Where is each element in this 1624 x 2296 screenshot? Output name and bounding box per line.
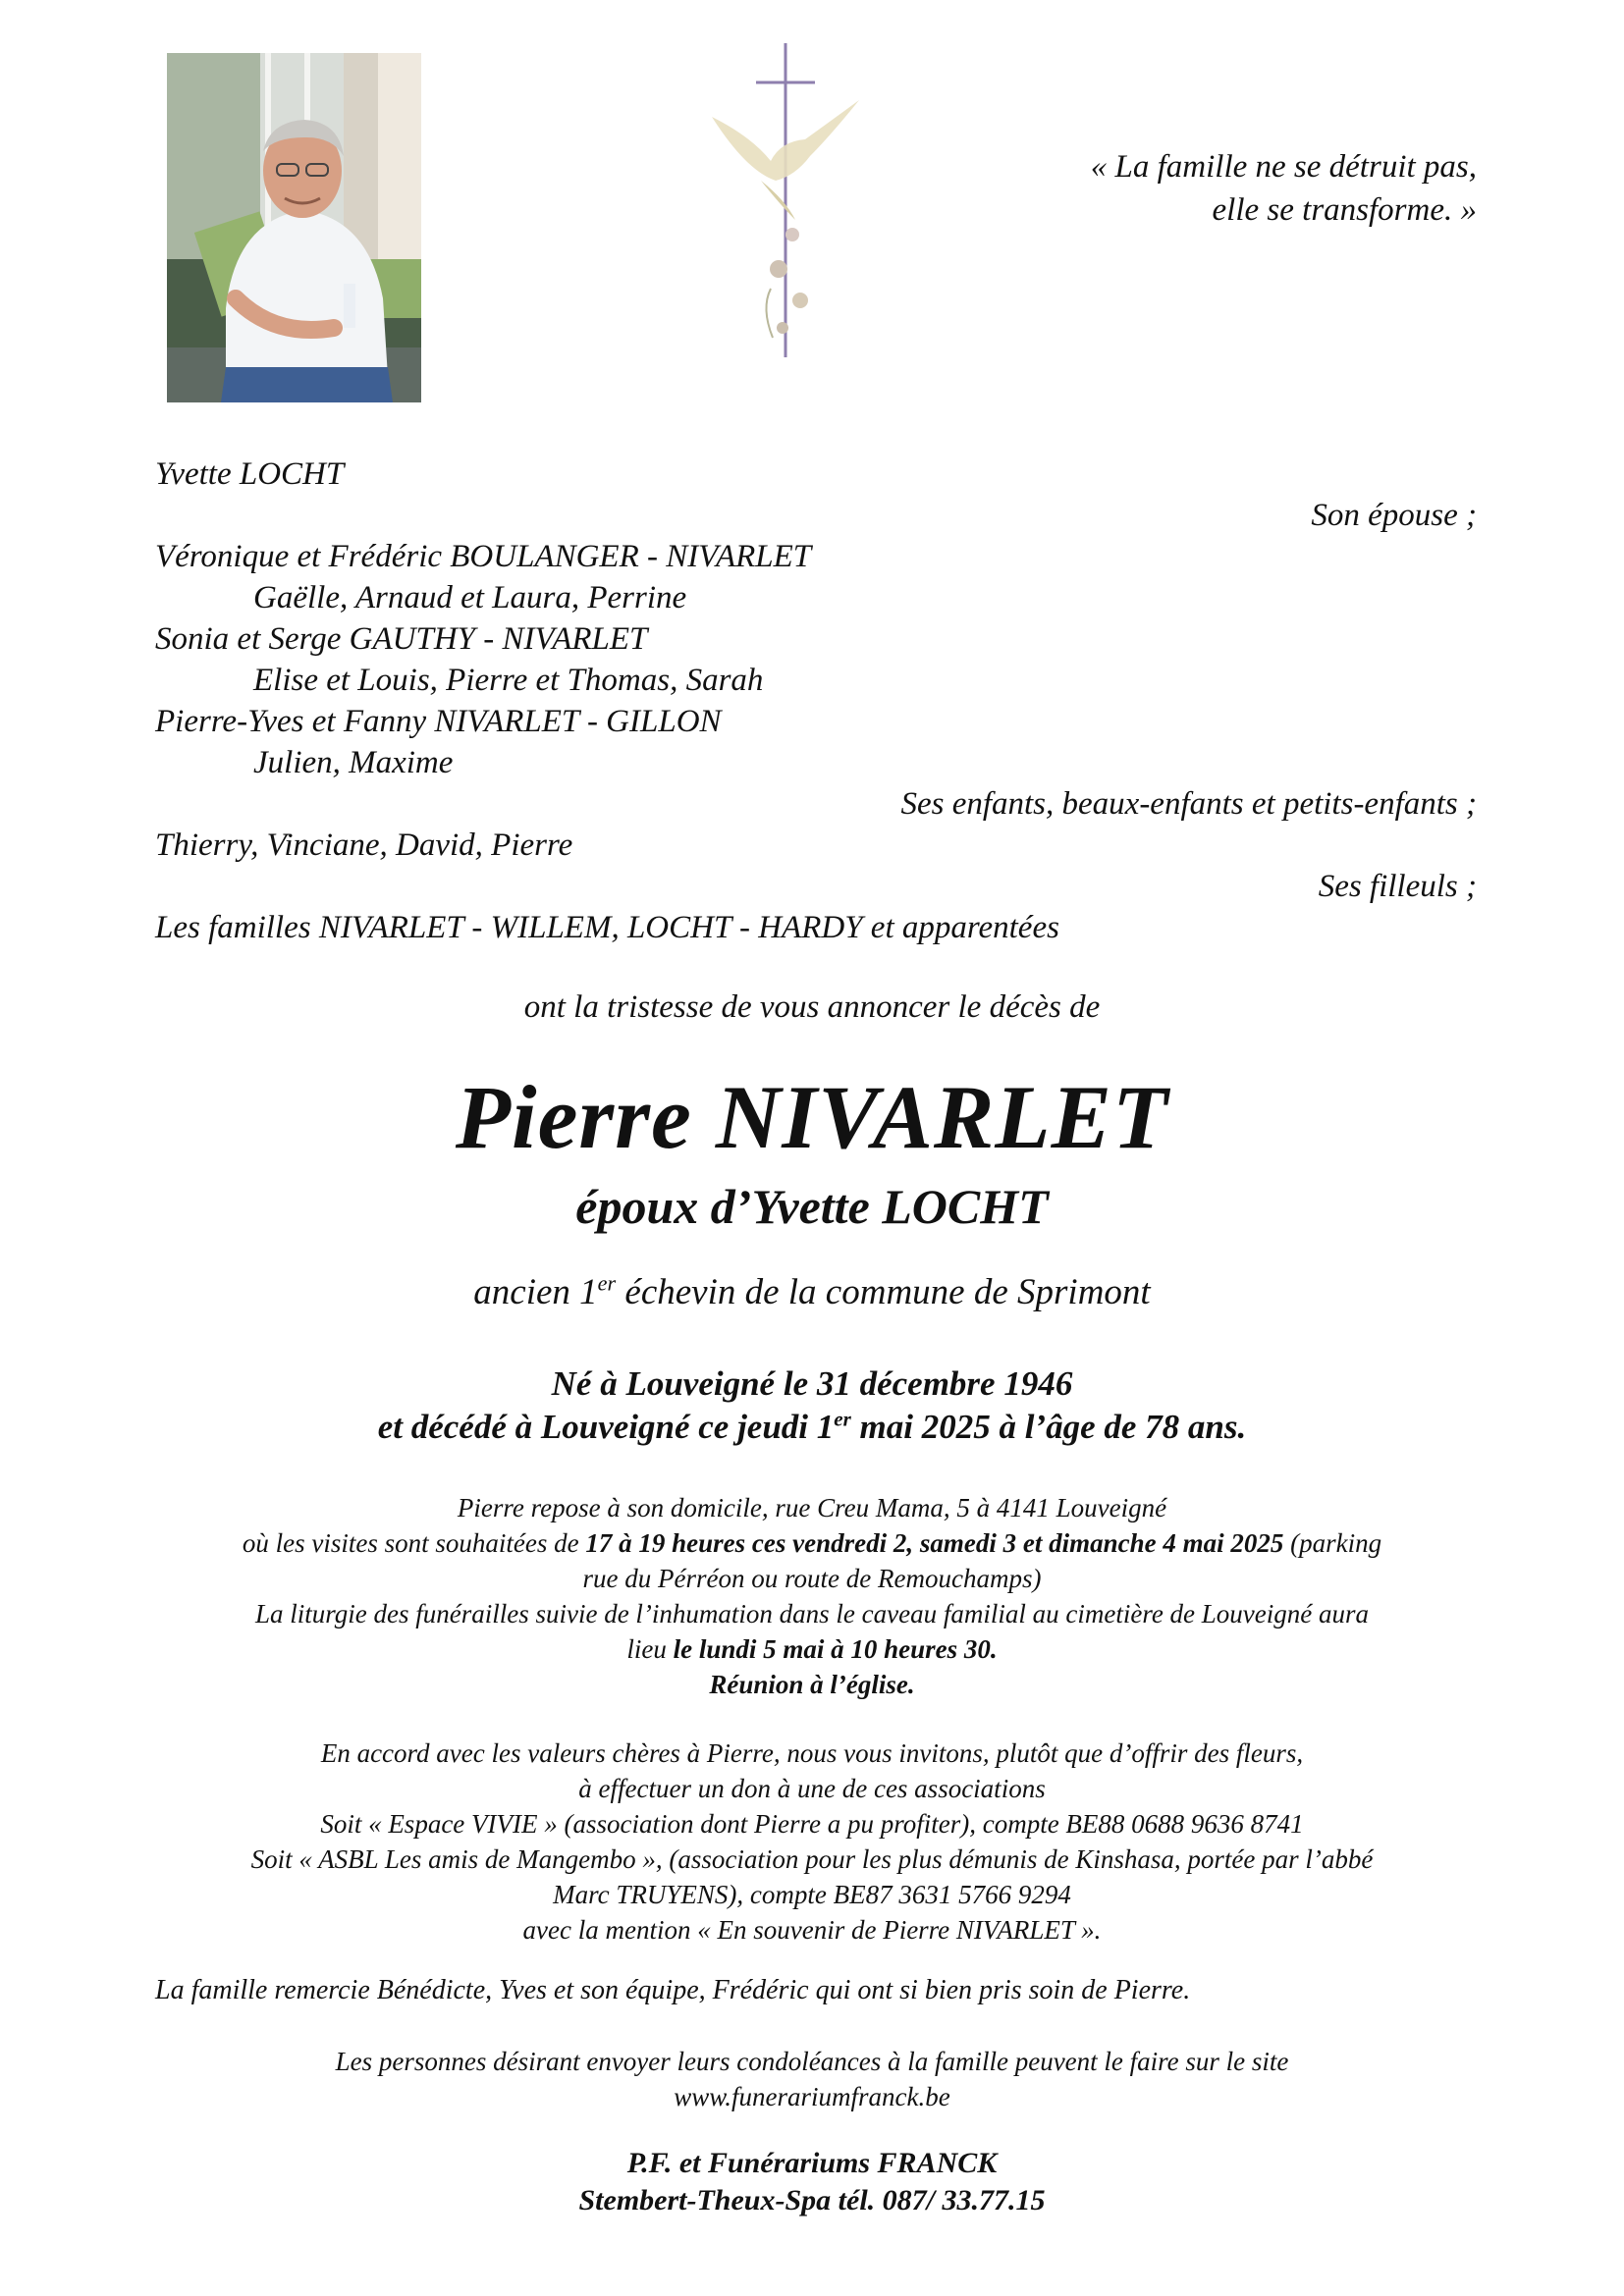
grandchildren-2: Elise et Louis, Pierre et Thomas, Sarah xyxy=(253,663,764,698)
role-text-end: échevin de la commune de Sprimont xyxy=(616,1272,1151,1312)
cross-dove-emblem xyxy=(702,43,869,357)
donations-line: En accord avec les valeurs chères à Pierre, nous vous invitons, plutôt que d’offrir des fleurs, xyxy=(320,1738,1304,1768)
condolences-paragraph xyxy=(147,2044,1477,2114)
meeting-place: Réunion à l’église. xyxy=(709,1670,915,1699)
funeral-home-name: P.F. et Funérariums FRANCK xyxy=(626,2147,998,2179)
deceased-spouse: époux d’Yvette LOCHT xyxy=(575,1179,1049,1234)
deceased-role xyxy=(0,1271,1624,1313)
death-line xyxy=(0,1408,1624,1447)
spouse-role: Son épouse ; xyxy=(1311,498,1477,533)
funeral-home xyxy=(0,2145,1624,2219)
portrait-photo xyxy=(167,53,421,402)
donations-line: avec la mention « En souvenir de Pierre NIVARLET ». xyxy=(522,1915,1102,1945)
text: (parking xyxy=(1283,1528,1382,1558)
godchildren: Thierry, Vinciane, David, Pierre xyxy=(155,828,573,863)
child-3: Pierre-Yves et Fanny NIVARLET - GILLON xyxy=(155,704,722,739)
child-1: Véronique et Frédéric BOULANGER - NIVARLET xyxy=(155,539,812,574)
spouse-name: Yvette LOCHT xyxy=(155,456,345,492)
arrangements-line: Pierre repose à son domicile, rue Creu Mama, 5 à 4141 Louveigné xyxy=(457,1493,1167,1522)
quote-line-2: elle se transforme. » xyxy=(1212,192,1477,228)
thanks-line: La famille remercie Bénédicte, Yves et son équipe, Frédéric qui ont si bien pris soin de Pierre. xyxy=(155,1975,1191,2005)
quote-line-1: « La famille ne se détruit pas, xyxy=(1090,149,1477,185)
text: où les visites sont souhaitées de xyxy=(242,1528,586,1558)
donations-line: Marc TRUYENS), compte BE87 3631 5766 9294 xyxy=(553,1880,1071,1909)
epigraph-quote xyxy=(1091,145,1477,232)
death-text-end: mai 2025 à l’âge de 78 ans. xyxy=(850,1408,1247,1446)
visiting-hours: 17 à 19 heures ces vendredi 2, samedi 3 et dimanche 4 mai 2025 xyxy=(585,1528,1284,1558)
donations-line: Soit « ASBL Les amis de Mangembo », (association pour les plus démunis de Kinshasa, portée par l’abbé xyxy=(250,1844,1374,1874)
grandchildren-3: Julien, Maxime xyxy=(253,745,454,780)
condolences-website: www.funerariumfranck.be xyxy=(674,2082,950,2111)
deceased-name: Pierre NIVARLET xyxy=(455,1067,1169,1167)
child-2: Sonia et Serge GAUTHY - NIVARLET xyxy=(155,621,648,657)
arrangements-paragraph xyxy=(147,1490,1477,1702)
donations-line: à effectuer un don à une de ces associations xyxy=(578,1774,1046,1803)
birth-line: Né à Louveigné le 31 décembre 1946 xyxy=(551,1364,1073,1403)
funeral-home-address: Stembert-Theux-Spa tél. 087/ 33.77.15 xyxy=(578,2184,1046,2216)
funeral-date: le lundi 5 mai à 10 heures 30. xyxy=(673,1634,998,1664)
extended-families: Les familles NIVARLET - WILLEM, LOCHT - HARDY et apparentées xyxy=(155,910,1059,945)
arrangements-line xyxy=(147,1631,1477,1667)
role-superscript: er xyxy=(597,1270,617,1296)
arrangements-line xyxy=(147,1525,1477,1561)
text: lieu xyxy=(626,1634,674,1664)
condolences-line: Les personnes désirant envoyer leurs condoléances à la famille peuvent le faire sur le site xyxy=(335,2047,1289,2076)
godchildren-role: Ses filleuls ; xyxy=(1318,869,1477,904)
arrangements-line: rue du Pérréon ou route de Remouchamps) xyxy=(582,1564,1042,1593)
donations-paragraph xyxy=(147,1735,1477,1948)
portrait-illustration xyxy=(167,53,421,402)
arrangements-line: La liturgie des funérailles suivie de l’inhumation dans le caveau familial au cimetière de Louveigné aura xyxy=(254,1599,1370,1629)
death-superscript: er xyxy=(834,1407,851,1431)
cross-icon xyxy=(702,43,869,357)
children-role: Ses enfants, beaux-enfants et petits-enfants ; xyxy=(900,786,1477,822)
death-text: et décédé à Louveigné ce jeudi 1 xyxy=(377,1408,835,1446)
announcement: ont la tristesse de vous annoncer le décès de xyxy=(523,989,1101,1025)
donations-line: Soit « Espace VIVIE » (association dont Pierre a pu profiter), compte BE88 0688 9636 8741 xyxy=(320,1809,1304,1839)
role-text: ancien 1 xyxy=(473,1272,598,1312)
grandchildren-1: Gaëlle, Arnaud et Laura, Perrine xyxy=(253,580,687,615)
